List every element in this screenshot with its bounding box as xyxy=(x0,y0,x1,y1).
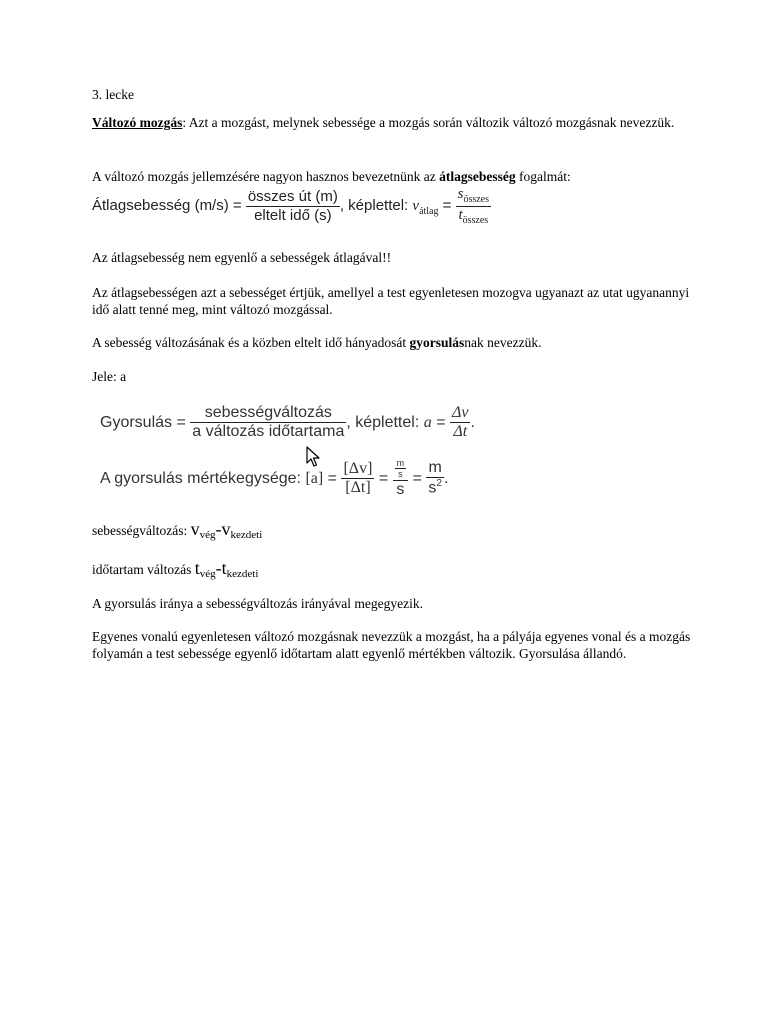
m-per-s-over-s xyxy=(393,458,409,499)
v-final-subscript: vég xyxy=(199,529,216,541)
t-letter: t xyxy=(458,206,463,223)
unit-equals-2: = xyxy=(378,469,389,487)
s-squared xyxy=(426,478,444,498)
average-velocity-definition: Az átlagsebességen azt a sebességet értjük, amellyel a test egyenletesen mozogva ugyanazt az utat ugyanannyi idő alatt tenné meg, mint változó mozgással. xyxy=(92,285,690,317)
formula-lhs: Átlagsebesség (m/s) = xyxy=(92,196,242,214)
bracket-a-text: [a] xyxy=(305,469,324,487)
bracket-dv: [Δv] xyxy=(341,460,374,479)
intro-text: A változó mozgás jellemzésére nagyon hasznos bevezetnünk az xyxy=(92,169,440,184)
velocity-change-line xyxy=(92,521,692,544)
fraction-numerator: összes út (m) xyxy=(247,188,338,206)
s-total xyxy=(456,186,491,207)
bracket-a xyxy=(305,470,323,487)
t-initial: t xyxy=(221,558,227,578)
time-minus-sign: - xyxy=(215,558,222,578)
fraction-denominator: eltelt idő (s) xyxy=(254,206,332,224)
velocity-change-label: sebességváltozás: xyxy=(92,523,191,538)
minus-sign: - xyxy=(215,519,222,539)
average-velocity-formula xyxy=(92,186,491,226)
accel-numerator: sebességváltozás xyxy=(190,404,346,423)
accel-period: . xyxy=(470,414,475,432)
unit-period: . xyxy=(443,469,449,487)
delta-t: Δt xyxy=(453,423,468,441)
dv-over-dt-fraction xyxy=(450,404,471,442)
accel-intro-suffix: nak nevezzük. xyxy=(464,335,542,350)
t-final-subscript: vég xyxy=(199,568,216,580)
average-note: Az átlagsebesség nem egyenlő a sebességek átlagával!! xyxy=(92,250,392,265)
small-s: s xyxy=(398,469,403,480)
accel-mid-text: , képlettel: xyxy=(346,414,420,432)
lesson-label: 3. lecke xyxy=(92,87,134,102)
t-initial-subscript: kezdeti xyxy=(226,568,259,580)
average-velocity-intro xyxy=(92,168,692,185)
unit-m: m xyxy=(426,459,444,478)
formula-mid-text: , képlettel: xyxy=(339,196,409,214)
small-m: m xyxy=(396,458,405,468)
v-final: v xyxy=(190,519,200,539)
formula-fraction xyxy=(246,188,340,224)
v-initial: v xyxy=(221,519,231,539)
unit-formula xyxy=(100,458,448,499)
term-variable-motion: Változó mozgás xyxy=(92,115,183,130)
delta-v: Δv xyxy=(450,404,471,423)
definition-text: : Azt a mozgást, melynek sebessége a mozgás során változik változó mozgásnak nevezzük. xyxy=(182,115,675,130)
acceleration-intro xyxy=(92,334,692,351)
symbol-a: a xyxy=(423,414,432,432)
moving-definition-paragraph xyxy=(92,114,692,131)
bracket-dt: [Δt] xyxy=(345,479,371,497)
m-over-s-squared xyxy=(426,459,444,498)
unit-formula-lhs: A gyorsulás mértékegysége: xyxy=(100,469,301,487)
s-over-t-fraction xyxy=(456,186,491,226)
unit-equals-1: = xyxy=(327,469,338,487)
accel-fraction xyxy=(190,404,346,442)
small-fraction xyxy=(395,458,407,480)
accel-equals: = xyxy=(436,414,446,432)
unit-s: s xyxy=(396,480,405,498)
direction-line: A gyorsulás iránya a sebességváltozás irányával megegyezik. xyxy=(92,596,424,611)
s-letter: s xyxy=(457,186,464,202)
intro-suffix: fogalmát: xyxy=(515,169,571,184)
acceleration-formula xyxy=(100,404,475,442)
symbol-line: Jele: a xyxy=(92,369,127,384)
s-subscript: összes xyxy=(463,194,490,205)
t-final: t xyxy=(194,558,200,578)
exponent-2: 2 xyxy=(436,478,442,490)
time-change-line xyxy=(92,560,692,583)
time-change-label: időtartam változás xyxy=(92,562,195,577)
uniform-motion-definition: Egyenes vonalú egyenletesen változó mozgásnak nevezzük a mozgást, ha a pályája egyenes vonal és a mozgás folyamán a test sebessége egyenlő időtartam alatt egyenlő mértékben változik. Gyorsulása állandó. xyxy=(92,629,691,661)
t-total xyxy=(456,207,491,227)
v-subscript: átlag xyxy=(419,205,439,217)
symbol-v-average xyxy=(412,197,439,217)
bracket-dv-over-dt xyxy=(341,460,374,498)
term-acceleration: gyorsulás xyxy=(409,335,465,350)
equals-sign: = xyxy=(442,196,452,214)
unit-s2: s xyxy=(428,479,437,497)
accel-denominator: a változás időtartama xyxy=(192,423,345,441)
accel-formula-lhs: Gyorsulás = xyxy=(100,414,186,432)
v-initial-subscript: kezdeti xyxy=(230,529,263,541)
term-average-velocity: átlagsebesség xyxy=(439,169,516,184)
m-over-s xyxy=(393,458,409,481)
unit-equals-3: = xyxy=(412,469,422,487)
accel-intro-text: A sebesség változásának és a közben eltelt idő hányadosát xyxy=(92,335,410,350)
v-letter: v xyxy=(412,197,420,214)
t-subscript: összes xyxy=(462,214,489,226)
